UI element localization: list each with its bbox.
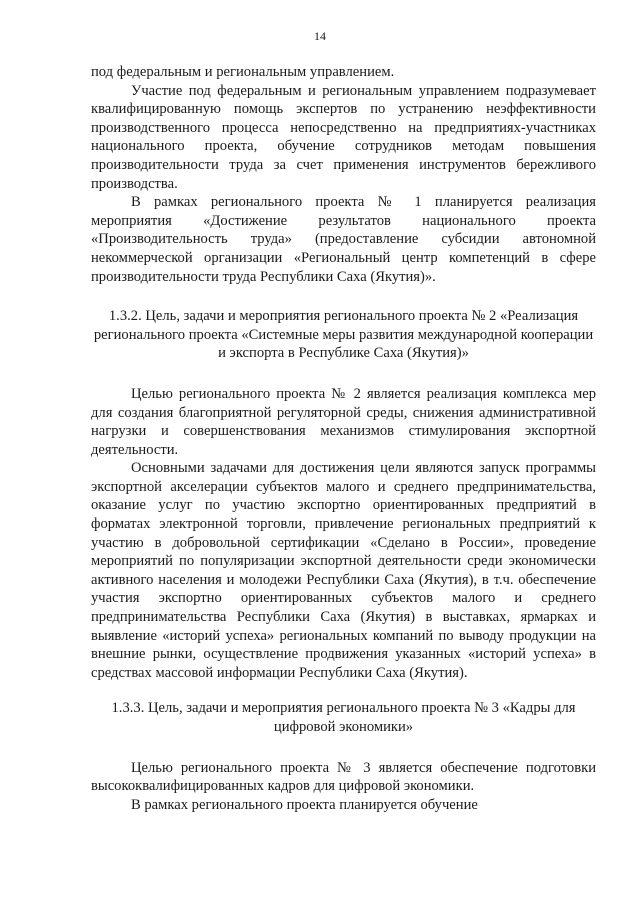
paragraph-continuation: под федеральным и региональным управлением. [91,64,395,80]
paragraph-project-3-goal: Целью регионального проекта № 3 является обеспечение подготовки высококвалифицированных кадров для цифровой экономики. [91,759,596,795]
paragraph-project-2-goal: Целью регионального проекта № 2 является реализация комплекса мер для создания благоприятной регуляторной среды, снижения административной нагрузки и совершенствования механизмов стимулирования экспортной деятельности. [91,385,596,458]
paragraph-project-3-plan: В рамках регионального проекта планируется обучение [131,796,478,813]
section-heading-1-3-3: 1.3.3. Цель, задачи и мероприятия регионального проекта № 3 «Кадры для цифровой экономики» [111,700,576,735]
document-body [91,63,596,814]
section-heading-1-3-2: 1.3.2. Цель, задачи и мероприятия регионального проекта № 2 «Реализация регионального проекта «Системные меры развития международной кооперации и экспорта в Республике Саха (Якутия)» [93,308,594,362]
paragraph-project-1: В рамках регионального проекта № 1 планируется реализация мероприятия «Достижение результатов национального проекта «Производительность труда» (предоставление субсидии автономной некоммерческой организации «Региональный центр компетенций в сфере производительности труда Республики Саха (Якутия)». [91,194,596,285]
page-number: 14 [314,29,326,43]
paragraph-participation: Участие под федеральным и региональным управлением подразумевает квалифицированную помощь экспертов по устранению неэффективности производственного процесса непосредственно на предприятиях-участниках национального проекта, обучение сотрудников методам повышения производительности труда за счет применения инструментов бережливого производства. [91,82,596,192]
paragraph-project-2-tasks: Основными задачами для достижения цели являются запуск программы экспортной акселерации субъектов малого и среднего предпринимательства, оказание услуг по участию экспортно ориентированных предприятий в форматах электронной торговли, привлечение региональных предприятий к участию в добровольной сертификации «Сделано в России», проведение мероприятий по популяризации экспортной деятельности среди экономически активного населения и молодежи Республики Саха (Якутия), в т.ч. обеспечение участия экспортно ориентированных субъектов малого и среднего предпринимательства Республики Саха (Якутия) в выставках, ярмарках и выявление «историй успеха» региональных компаний по выводу продукции на внешние рынки, осуществление продвижения указанных «историй успеха» в средствах массовой информации Республики Саха (Якутия). [91,460,596,681]
